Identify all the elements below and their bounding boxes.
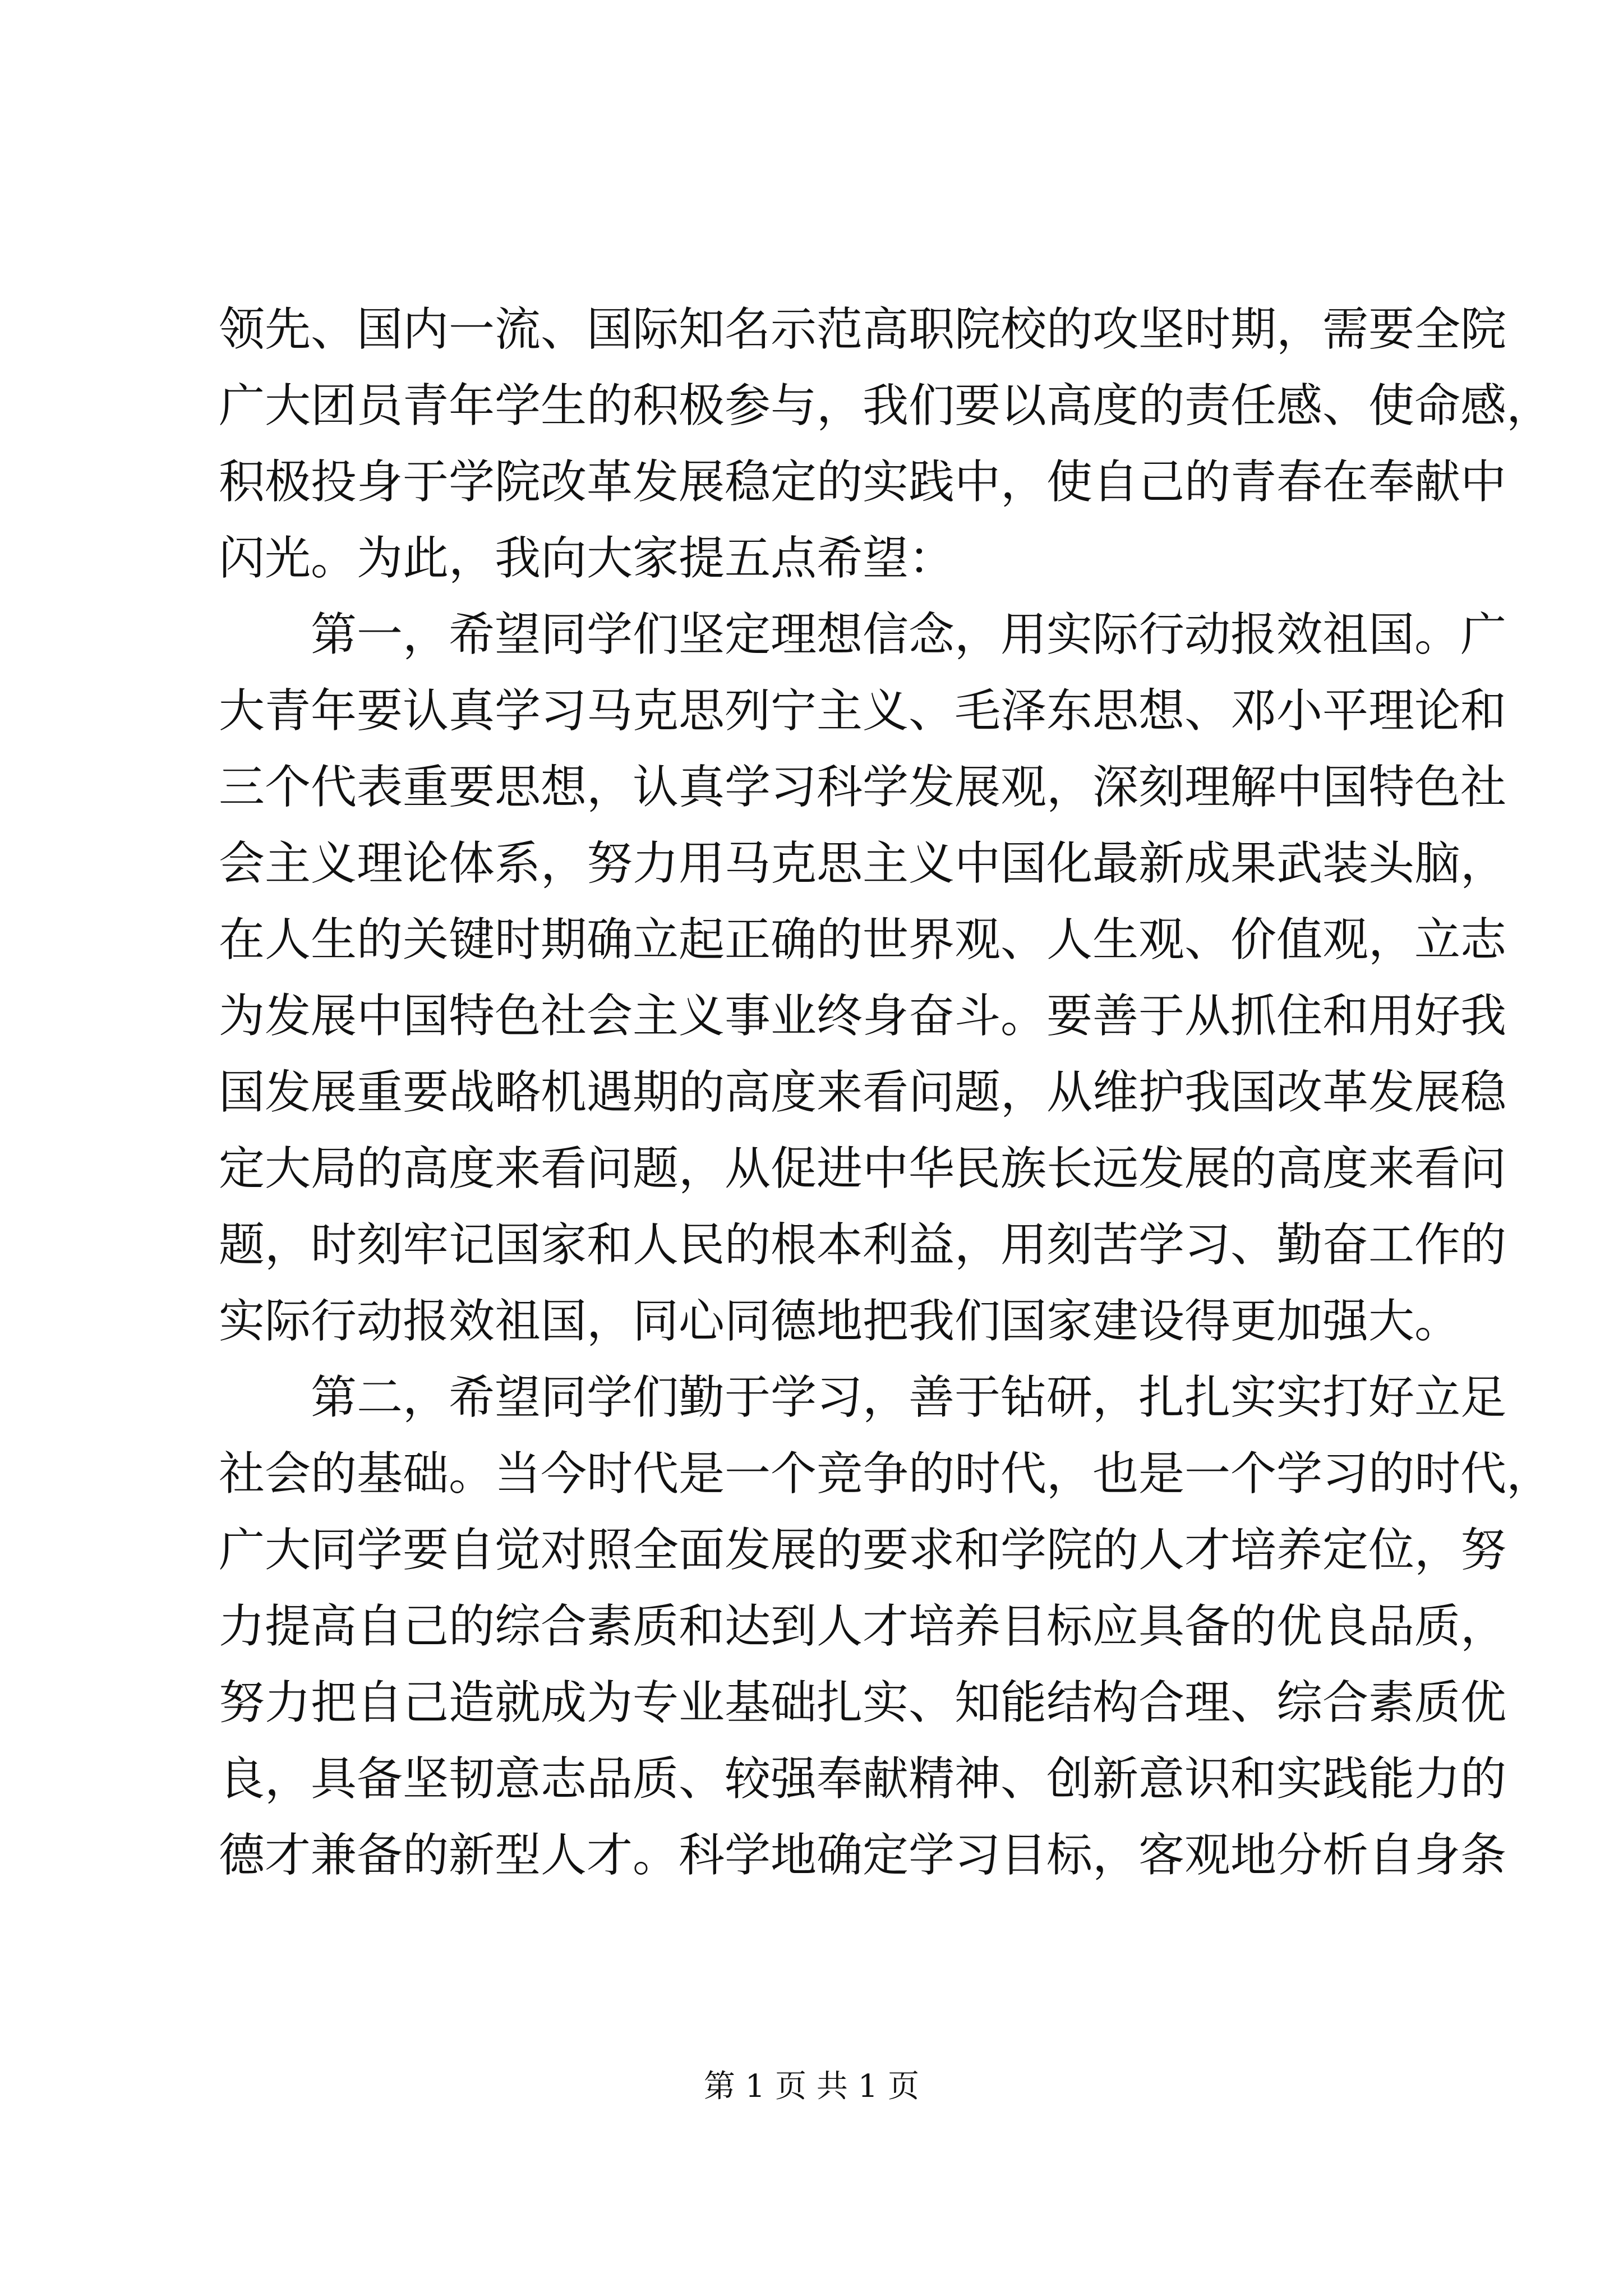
document-body bbox=[219, 292, 1553, 1894]
paragraph-3-line-2: 社会的基础。当今时代是一个竞争的时代，也是一个学习的时代， bbox=[219, 1447, 1553, 1501]
paragraph-2-line-4: 会主义理论体系，努力用马克思主义中国化最新成果武装头脑， bbox=[219, 837, 1507, 890]
paragraph-2-line-8: 定大局的高度来看问题，从促进中华民族长远发展的高度来看问 bbox=[219, 1142, 1507, 1195]
paragraph-3-line-6: 良，具备坚韧意志品质、较强奉献精神、创新意识和实践能力的 bbox=[219, 1752, 1507, 1806]
paragraph-2-line-1: 第一，希望同学们坚定理想信念，用实际行动报效祖国。广 bbox=[311, 608, 1507, 661]
paragraph-3-line-4: 力提高自己的综合素质和达到人才培养目标应具备的优良品质， bbox=[219, 1600, 1507, 1653]
paragraph-2-line-10: 实际行动报效祖国，同心同德地把我们国家建设得更加强大。 bbox=[219, 1295, 1461, 1348]
paragraph-3-line-3: 广大同学要自觉对照全面发展的要求和学院的人才培养定位，努 bbox=[219, 1524, 1507, 1577]
paragraph-1-line-1: 领先、国内一流、国际知名示范高职院校的攻坚时期，需要全院 bbox=[219, 303, 1507, 356]
paragraph-2-line-5: 在人生的关键时期确立起正确的世界观、人生观、价值观，立志 bbox=[219, 913, 1507, 967]
paragraph-2-line-6: 为发展中国特色社会主义事业终身奋斗。要善于从抓住和用好我 bbox=[219, 990, 1507, 1043]
paragraph-3-line-5: 努力把自己造就成为专业基础扎实、知能结构合理、综合素质优 bbox=[219, 1676, 1507, 1729]
paragraph-3-line-1: 第二，希望同学们勤于学习，善于钻研，扎扎实实打好立足 bbox=[311, 1371, 1507, 1424]
paragraph-1-line-4: 闪光。为此，我向大家提五点希望： bbox=[219, 532, 955, 585]
page-footer: 第 1 页 共 1 页 bbox=[703, 2068, 920, 2105]
paragraph-2-line-3: 三个代表重要思想，认真学习科学发展观，深刻理解中国特色社 bbox=[219, 761, 1507, 814]
paragraph-1-line-2: 广大团员青年学生的积极参与，我们要以高度的责任感、使命感， bbox=[219, 379, 1553, 432]
paragraph-1-line-3: 积极投身于学院改革发展稳定的实践中，使自己的青春在奉献中 bbox=[219, 455, 1507, 509]
paragraph-2-line-7: 国发展重要战略机遇期的高度来看问题，从维护我国改革发展稳 bbox=[219, 1066, 1507, 1119]
paragraph-3-line-7: 德才兼备的新型人才。科学地确定学习目标，客观地分析自身条 bbox=[219, 1829, 1507, 1882]
paragraph-2-line-2: 大青年要认真学习马克思列宁主义、毛泽东思想、邓小平理论和 bbox=[219, 684, 1507, 738]
paragraph-2-line-9: 题，时刻牢记国家和人民的根本利益，用刻苦学习、勤奋工作的 bbox=[219, 1218, 1507, 1272]
